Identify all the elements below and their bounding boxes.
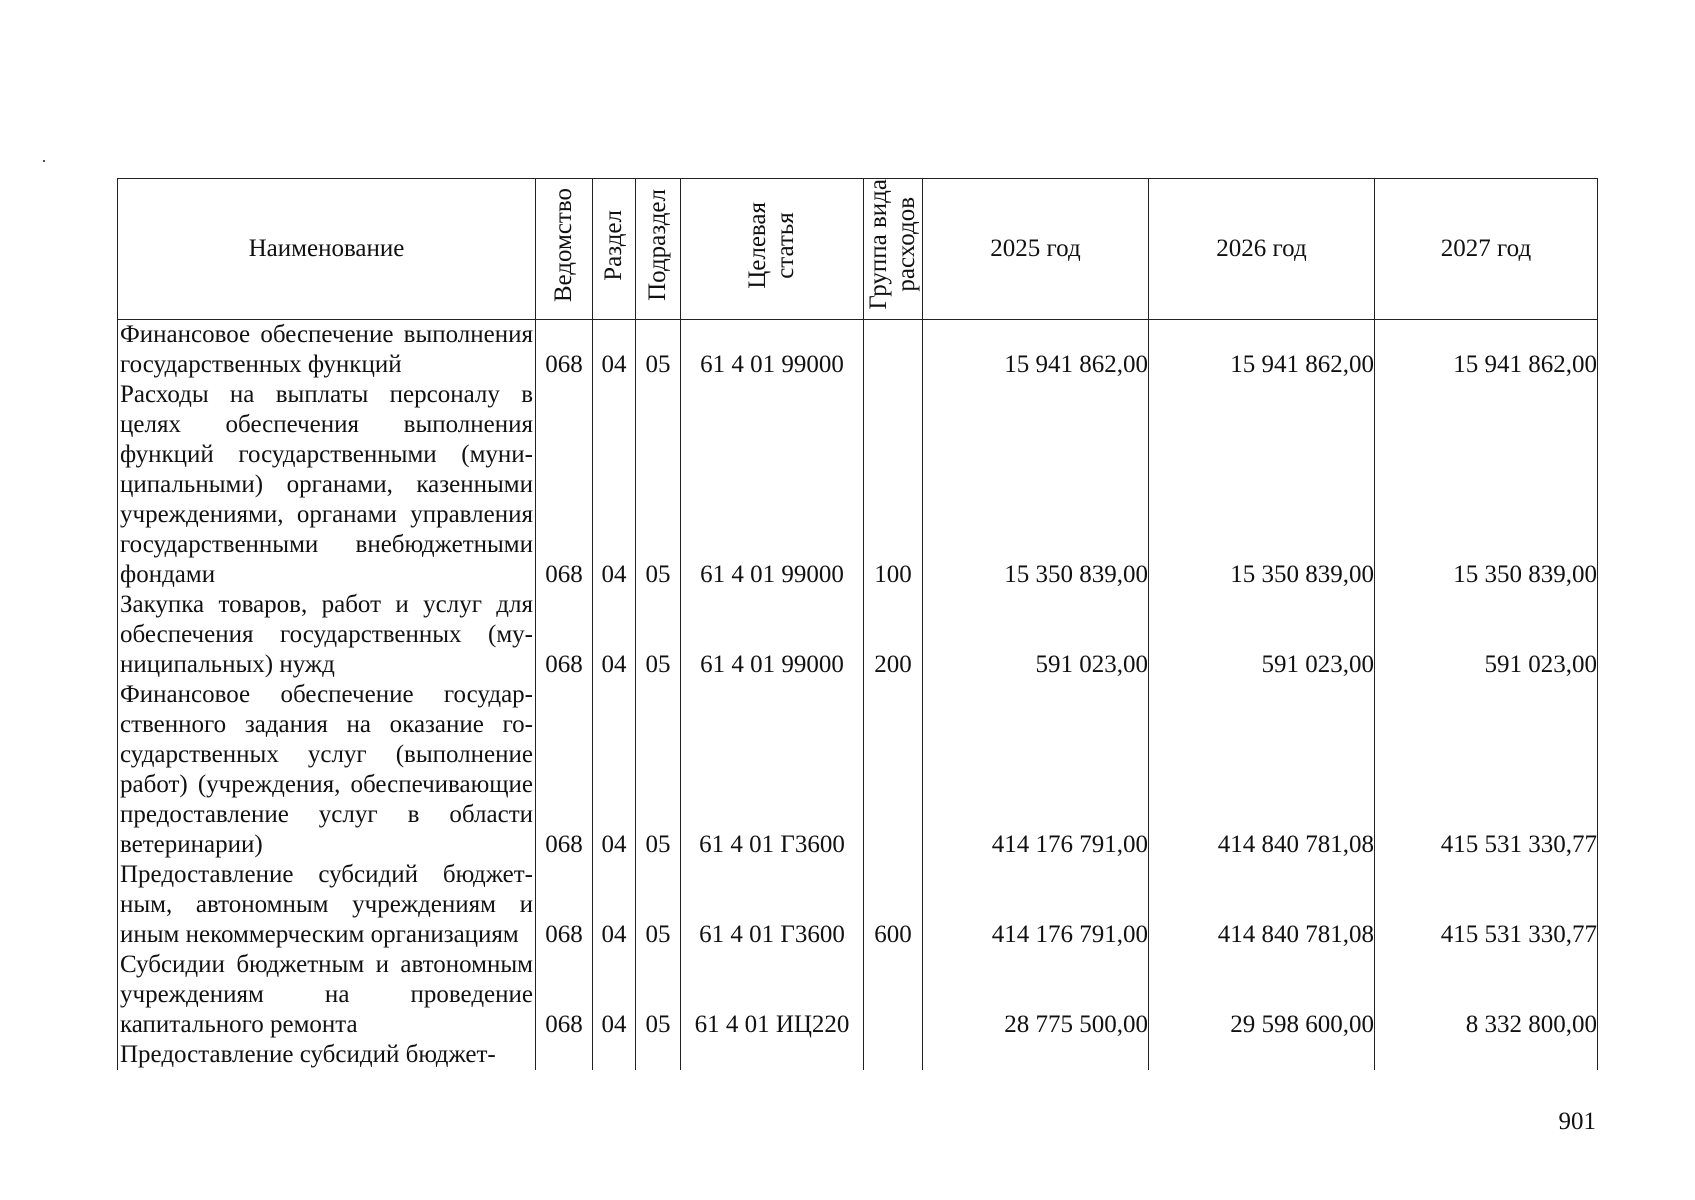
header-razdel: Раздел xyxy=(593,179,636,320)
table-header xyxy=(118,179,1598,320)
cell-name: Предоставление субсидий бюджетным, автономным учреждениям и иным некоммерческим организациям xyxy=(118,860,536,950)
cell-razdel xyxy=(593,1040,636,1070)
cell-amount-2025: 414 176 791,00 xyxy=(923,860,1149,950)
page-number: 901 xyxy=(1558,1108,1596,1135)
cell-amount-2025 xyxy=(923,1040,1149,1070)
table-body xyxy=(118,320,1598,1071)
cell-name: Закупка товаров, работ и услуг для обеспечения государственных (муниципальных) нужд xyxy=(118,590,536,680)
cell-name: Расходы на выплаты персоналу в целях обеспечения выполнения функций государственными (муниципальными) органами, казенными учреждениями, органами управления государственными внебюджетными фондами xyxy=(118,380,536,590)
cell-amount-2027: 15 941 862,00 xyxy=(1375,320,1598,381)
table-row xyxy=(118,860,1598,950)
cell-vedomstvo: 068 xyxy=(536,590,593,680)
table-row xyxy=(118,380,1598,590)
cell-target-article: 61 4 01 ИЦ220 xyxy=(681,950,864,1040)
budget-table xyxy=(117,178,1598,1070)
header-name: Наименование xyxy=(118,179,536,320)
cell-amount-2027: 8 332 800,00 xyxy=(1375,950,1598,1040)
cell-vedomstvo: 068 xyxy=(536,320,593,381)
header-year-2027: 2027 год xyxy=(1375,179,1598,320)
cell-razdel: 04 xyxy=(593,680,636,860)
table-row xyxy=(118,680,1598,860)
header-expense-group: Группа вида расходов xyxy=(864,179,923,320)
cell-expense-group xyxy=(864,680,923,860)
cell-expense-group: 200 xyxy=(864,590,923,680)
cell-vedomstvo: 068 xyxy=(536,950,593,1040)
header-target-article: Целевая статья xyxy=(681,179,864,320)
cell-vedomstvo: 068 xyxy=(536,860,593,950)
cell-razdel: 04 xyxy=(593,950,636,1040)
cell-target-article xyxy=(681,1040,864,1070)
cell-name: Финансовое обеспечение выполнения государственных функций xyxy=(118,320,536,381)
cell-amount-2026 xyxy=(1149,1040,1375,1070)
cell-amount-2027 xyxy=(1375,1040,1598,1070)
cell-razdel: 04 xyxy=(593,320,636,381)
cell-name: Финансовое обеспечение государственного задания на оказание государственных услуг (выполнение работ) (учреждения, обеспечивающие предоставление услуг в области ветеринарии) xyxy=(118,680,536,860)
cell-podrazdel: 05 xyxy=(636,680,681,860)
cell-razdel: 04 xyxy=(593,380,636,590)
cell-amount-2025: 15 941 862,00 xyxy=(923,320,1149,381)
header-podrazdel: Подраздел xyxy=(636,179,681,320)
cell-target-article: 61 4 01 99000 xyxy=(681,380,864,590)
cell-amount-2026: 29 598 600,00 xyxy=(1149,950,1375,1040)
cell-target-article: 61 4 01 Г3600 xyxy=(681,860,864,950)
table-row xyxy=(118,320,1598,381)
cell-expense-group xyxy=(864,320,923,381)
cell-amount-2025: 591 023,00 xyxy=(923,590,1149,680)
cell-amount-2026: 414 840 781,08 xyxy=(1149,680,1375,860)
table-row xyxy=(118,590,1598,680)
cell-vedomstvo: 068 xyxy=(536,380,593,590)
cell-target-article: 61 4 01 99000 xyxy=(681,590,864,680)
cell-podrazdel xyxy=(636,1040,681,1070)
scan-speck xyxy=(43,160,45,162)
cell-expense-group xyxy=(864,950,923,1040)
table-row xyxy=(118,950,1598,1040)
cell-vedomstvo: 068 xyxy=(536,680,593,860)
cell-target-article: 61 4 01 99000 xyxy=(681,320,864,381)
cell-amount-2027: 591 023,00 xyxy=(1375,590,1598,680)
header-year-2025: 2025 год xyxy=(923,179,1149,320)
cell-amount-2027: 415 531 330,77 xyxy=(1375,680,1598,860)
cell-amount-2027: 15 350 839,00 xyxy=(1375,380,1598,590)
cell-amount-2027: 415 531 330,77 xyxy=(1375,860,1598,950)
cell-podrazdel: 05 xyxy=(636,860,681,950)
cell-amount-2026: 15 350 839,00 xyxy=(1149,380,1375,590)
cell-podrazdel: 05 xyxy=(636,950,681,1040)
cell-amount-2026: 15 941 862,00 xyxy=(1149,320,1375,381)
cell-amount-2026: 591 023,00 xyxy=(1149,590,1375,680)
cell-vedomstvo xyxy=(536,1040,593,1070)
cell-podrazdel: 05 xyxy=(636,590,681,680)
cell-razdel: 04 xyxy=(593,860,636,950)
cell-amount-2025: 15 350 839,00 xyxy=(923,380,1149,590)
header-vedomstvo: Ведомство xyxy=(536,179,593,320)
cell-target-article: 61 4 01 Г3600 xyxy=(681,680,864,860)
cell-expense-group: 100 xyxy=(864,380,923,590)
cell-amount-2026: 414 840 781,08 xyxy=(1149,860,1375,950)
cell-amount-2025: 28 775 500,00 xyxy=(923,950,1149,1040)
cell-amount-2025: 414 176 791,00 xyxy=(923,680,1149,860)
cell-name: Субсидии бюджетным и автономным учреждениям на проведение капитального ремонта xyxy=(118,950,536,1040)
cell-podrazdel: 05 xyxy=(636,380,681,590)
cell-expense-group: 600 xyxy=(864,860,923,950)
cell-expense-group xyxy=(864,1040,923,1070)
cell-name: Предоставление субсидий бюджет- xyxy=(118,1040,536,1070)
table-row xyxy=(118,1040,1598,1070)
header-year-2026: 2026 год xyxy=(1149,179,1375,320)
cell-podrazdel: 05 xyxy=(636,320,681,381)
cell-razdel: 04 xyxy=(593,590,636,680)
